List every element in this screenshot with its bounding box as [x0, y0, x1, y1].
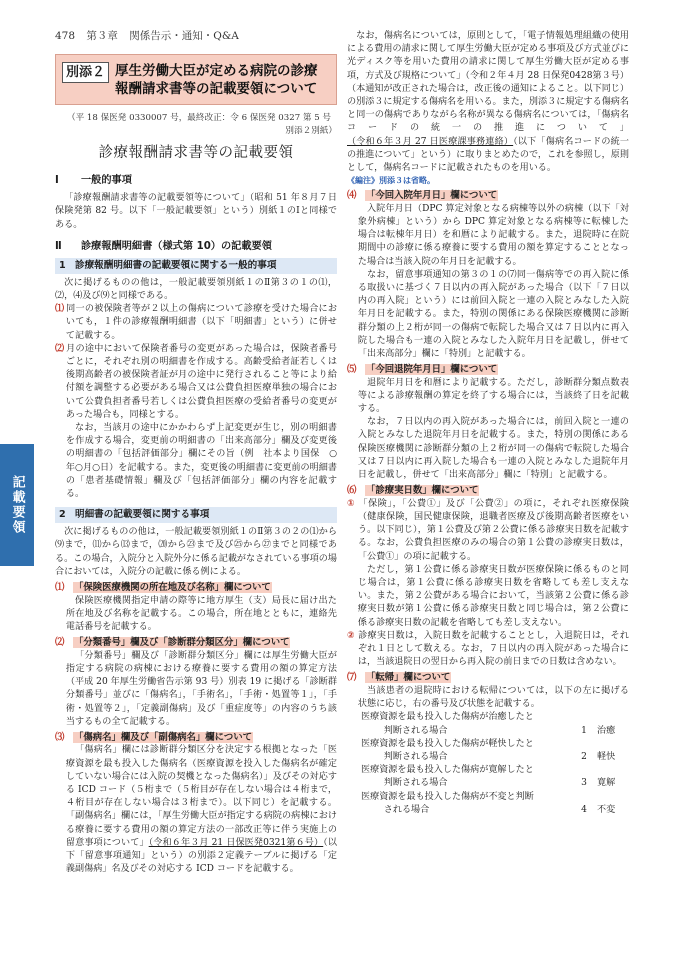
list-item-continuation: なお，当該月の途中にかかわらず上記変更が生じ，別の明細書を作成する場合，変更前の明細書の「出来高部分」欄及び変更後の明細書の「包括評価部分」欄にその旨（例 社本より国保 ○年○月○日）を記載する。また，変更後の明細書に変更前の明細書の「患者基礎情報」欄及び「包括評価部分」欄の内容を記載する。 — [65, 423, 337, 500]
banner-tag: 別添２ — [62, 62, 109, 83]
item-heading-classification: ⑵ 「分類番号」欄及び「診断群分類区分」欄について — [55, 637, 290, 649]
table-row: 医療資源を最も投入した傷病が不変と判断 — [361, 791, 534, 802]
item-heading-diagnosis: ⑶ 「傷病名」欄及び「副傷病名」欄について — [55, 731, 252, 743]
section-label: 関係告示・通知・Q&A — [129, 30, 239, 42]
source-line-1: （平 18 保医発 0330007 号，最終改正：令 6 保医発 0327 第 5 号 — [67, 113, 332, 123]
item-body-classification: 「分類番号」欄及び「診断群分類区分」欄には厚生労働大臣が指定する病院の病棟における療養に要する費用の額の算定方法（平成 20 年厚生労働省告示第 93 号）別表 19 に掲げる「診断群分類番号」並びに「傷病名」，「手術名」，「手術・処置等１」，「手術・処置等２」，「定義副傷病」及び「重症度等」の内容のうち該当するもの全て記載する。 — [65, 650, 337, 727]
left-column — [55, 54, 337, 876]
item-heading-admission-date: ⑷ 「今回入院年月日」欄について — [347, 190, 498, 202]
item-heading-discharge-date: ⑸ 「今回退院年月日」欄について — [347, 364, 498, 376]
outcome-body: 当該患者の退院時における転帰については，以下の左に掲げる状態に応じ，右の番号及び状態を記載する。 — [357, 685, 629, 710]
source-line-2: 別添２別紙） — [285, 125, 337, 136]
list-item-continuation: ただし，第１公費に係る診療実日数が医療保険に係るものと同じ場合は，第１公費に係る診療実日数を省略しても差し支えない。また，第２公費がある場合において，当該第２公費に係る診療実日数が第１公費に係る診療実日数と同じ場合は，第２公費に係る診療実日数の記載を省略しても差し支えない。 — [357, 564, 629, 628]
admission-date-body: 入院年月日（DPC 算定対象となる病棟等以外の病棟（以下「対象外病棟」という）から DPC 算定対象となる病棟等に転棟した場合は転棟年月日）を和暦により記載する。また，退院時に在院期間中の診療に係る療養に要する費用の額を算定することとなった場合は当該入院の年月日を記載する。 — [357, 203, 629, 267]
banner-title: 厚生労働大臣が定める病院の診療報酬請求書等の記載要領について — [115, 63, 318, 97]
section-1-body: 「診療報酬請求書等の記載要領等について」（昭和 51 年８月７日保険発第 82 号。以下「一般記載要領」という）別紙１のⅠと同様である。 — [55, 193, 337, 230]
item-body-diagnosis: 「傷病名」欄には診断群分類区分を決定する根拠となった「医療資源を最も投入した傷病名（医療資源を投入した傷病名が確定していない場合には入院の契機となった傷病名）」及びその対応する ICD コード（５桁まで（５桁目が存在しない場合は４桁まで，４桁目が存在しない場合は３桁まで）。以下同じ）を記載する。「副傷病名」欄には，「厚生労働大臣が指定する病院の病棟における療養に要する費用の額の算定方法の一部改正等に伴う実施上の留意事項について」（令和６年３月 21 日保医発0321第６号）（以下「留意事項通知」という）の別添２定義テーブルに掲げる「定義副傷病」名及びその対応する ICD コードを記載する。 — [65, 745, 337, 875]
document-title: 診療報酬請求書等の記載要領 — [98, 145, 294, 161]
chapter-label: 第３章 — [86, 30, 118, 42]
list-item: ② 診療実日数は，入院日数を記載することとし，入退院日は，それぞれ１日として数える。なお，７日以内の再入院があった場合には，当該退院日の翌日から再入院の前日までの日数は含めない。 — [347, 630, 629, 668]
section-heading-1: Ⅰ 一般的事項 — [55, 175, 132, 187]
section-heading-2: Ⅱ 診療報酬明細書（様式第 10）の記載要領 — [55, 240, 272, 252]
side-index-tab: 記載要領 — [0, 444, 34, 566]
diagnosis-note: なお，傷病名については，原則として，「電子情報処理組織の使用による費用の請求に関して厚生労働大臣が定める事項及び方式並びに光ディスク等を用いた費用の請求に関して厚生労働大臣が定める事項，方式及び規格について」（令和２年４月 28 日保発0428第３号）（本通知が改正された場合は，改正後の通知によること。以下同じ）の別添３に規定する傷病名を用いる。また，別添３に規定する傷病名と同一の傷病でありながら名称が異なる傷病名については，「傷病名コードの統一の推進について」（令和６年３月 27 日医療課事務連絡）（以下「傷病名コードの統一の推進について」という）に取りまとめたので，これを参照し，原則として，傷病名コードに記載されたものを用いる。 — [347, 31, 629, 174]
list-item: ⑵ 月の途中において保険者番号の変更があった場合は，保険者番号ごとに，それぞれ別の明細書を作成する。高齢受給者証若しくは後期高齢者の被保険者証が月の途中に発行されること等により給付額を調整する必要がある場合又は公費負担医療単独の場合において公費負担者番号若しくは公費負担医療の受給者番号の変更があった場合も，同様とする。 — [55, 343, 337, 420]
item-heading-treatment-days: ⑹ 「診療実日数」欄について — [347, 485, 479, 497]
table-row: 医療資源を最も投入した傷病が寛解したと — [361, 765, 534, 776]
item-heading-location: ⑴ 「保険医療機関の所在地及び名称」欄について — [55, 582, 271, 594]
item-body-location: 保険医療機関指定申請の際等に地方厚生（支）局長に届け出た所在地及び名称を記載する。この場合，所在地とともに，連絡先電話番号を記載する。 — [65, 595, 337, 632]
subsection-heading-2: 2 明細書の記載要領に関する事項 — [55, 507, 337, 523]
list-item: ① 「保険」，「公費①」及び「公費②」の項に，それぞれ医療保険（健康保険，国民健康保険，退職者医療及び後期高齢者医療をいう。以下同じ），第１公費及び第２公費に係る診療実日数を記載する。なお，公費負担医療のみの場合の第１公費の診療実日数は，「公費①」の項に記載する。 — [347, 498, 629, 562]
page-number: 478 — [55, 30, 76, 42]
outcome-table — [361, 711, 629, 817]
table-row: される場合 4 不変 — [383, 804, 616, 815]
title-banner — [55, 54, 337, 105]
discharge-date-note: なお，７日以内の再入院があった場合には，前回入院と一連の入院とみなした退院年月日を記載する。また，特別の関係にある保険医療機関に診断群分類の上２桁が同一の傷病で転院した場合又は７日以内に再入院した場合も一連の入院とみなした退院年月日を記載し，併せて「出来高部分」欄に「特別」と記載する。 — [357, 417, 629, 481]
table-row: 判断される場合 3 寛解 — [383, 778, 616, 789]
subsection-1-intro: 次に掲げるものの他は，一般記載要領別紙１のⅡ第３の１の⑴，⑵，⑷及び⑼と同様である。 — [55, 277, 337, 302]
subsection-heading-1: 1 診療報酬明細書の記載要領に関する一般的事項 — [55, 258, 337, 274]
page-header — [55, 30, 247, 43]
item-heading-outcome: ⑺ 「転帰」欄について — [347, 672, 451, 684]
table-row: 判断される場合 2 軽快 — [383, 751, 616, 762]
discharge-date-body: 退院年月日を和暦により記載する。ただし，診断群分類点数表等による診療報酬の算定を終了する場合には，当該終了日を記載する。 — [357, 377, 629, 415]
editor-note: 《編注》別添３は省略。 — [347, 176, 435, 186]
list-item: ⑴ 同一の被保険者等が２以上の傷病について診療を受けた場合においても，１件の診療報酬明細書（以下「明細書」という）に併せて記載する。 — [55, 304, 337, 341]
table-row: 医療資源を最も投入した傷病が軽快したと — [361, 738, 534, 749]
subsection-2-intro: 次に掲げるものの他は，一般記載要領別紙１のⅡ第３の２の⑴から⑼まで，⑾から⒀まで，⒇から㉓まで及び㉕から㉗までと同様である。この場合，入院分と入院外分に係る記載がなされている事項の場合においては，入院分の記載に係る例による。 — [55, 527, 337, 577]
admission-date-note: なお，留意事項通知の第３の１の⑺同一傷病等での再入院に係る取扱いに基づく７日以内の再入院があった場合（以下「７日以内の再入院」という）には前回入院と一連の入院とみなした入院年月日を記載する。また，特別の関係にある保険医療機関に診断群分類の上２桁が同一の傷病で転院した場合又は７日以内に再入院した場合も一連の入院とみなした入院年月日を記載し，併せて「出来高部分」欄に「特別」と記載する。 — [357, 269, 629, 359]
right-column — [347, 30, 629, 817]
table-row: 判断される場合 1 治癒 — [383, 725, 616, 736]
table-row: 医療資源を最も投入した傷病が治癒したと — [361, 712, 534, 723]
